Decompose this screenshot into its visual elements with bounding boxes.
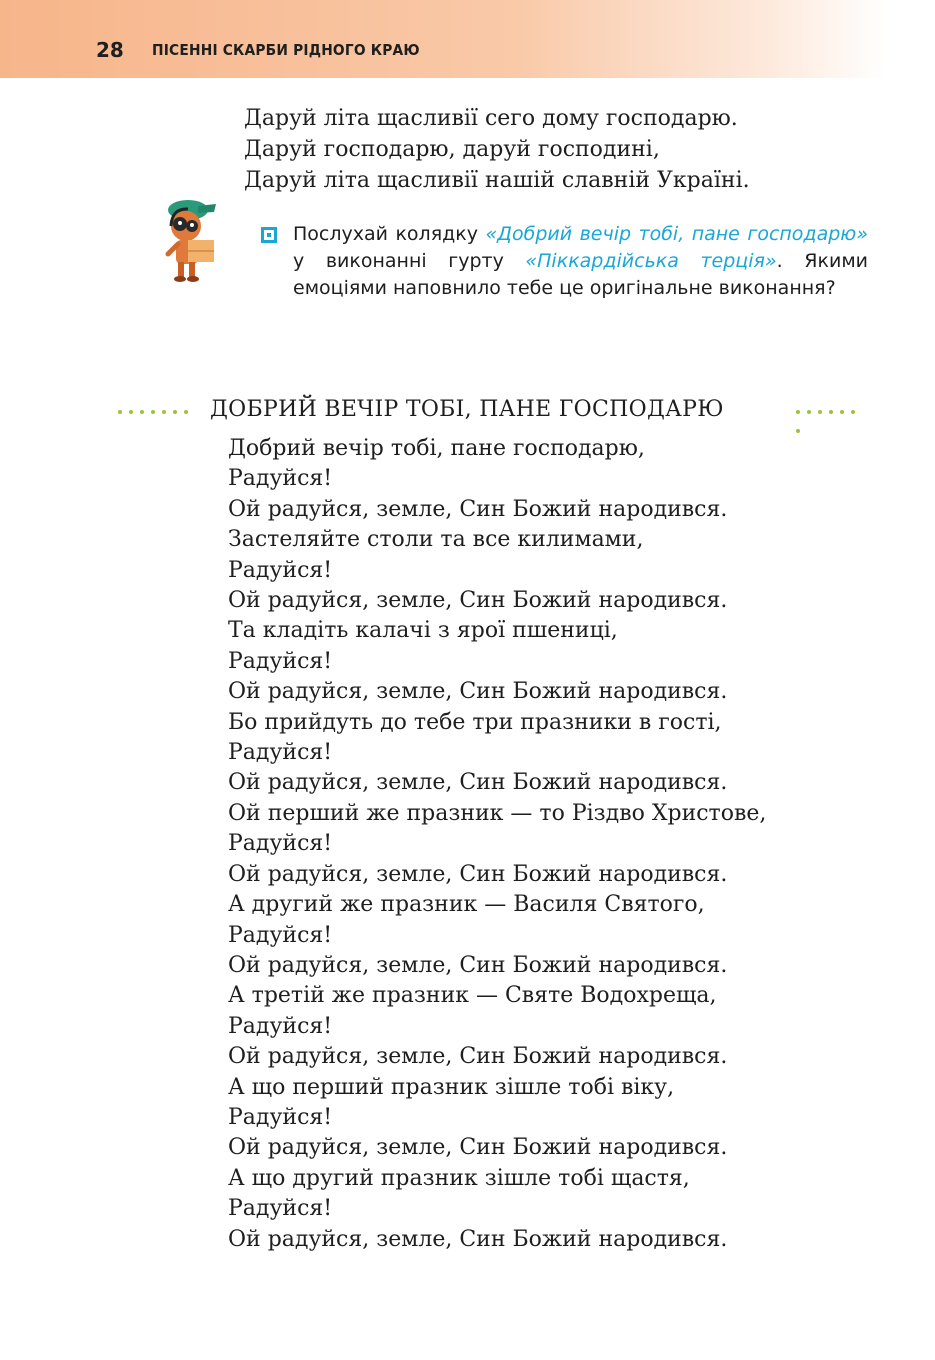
lyric-line: Радуйся! (228, 1104, 333, 1130)
lyric-line: Радуйся! (228, 648, 333, 674)
verse-line: Даруй господарю, даруй господині, (244, 137, 660, 162)
lyric-line: Радуйся! (228, 1196, 333, 1222)
lyric-line: Застеляйте столи та все килимами, (228, 527, 644, 553)
task-text-part: у виконанні гурту (293, 250, 526, 272)
lyric-line: А другий же празник — Василя Святого, (228, 892, 705, 918)
lyric-line: Добрий вечір тобі, пане господарю, (228, 436, 645, 461)
song-title: ДОБРИЙ ВЕЧІР ТОБІ, ПАНЕ ГОСПОДАРЮ (210, 397, 724, 422)
lyric-line: А третій же празник — Святе Водохреща, (228, 983, 717, 1009)
lyric-line: Ой радуйся, земле, Син Божий народився. (228, 1044, 728, 1070)
lyric-line: А що другий празник зішле тобі щастя, (228, 1165, 690, 1191)
lyric-line: Та кладіть калачі з ярої пшениці, (228, 618, 618, 644)
lyric-line: Ой радуйся, земле, Син Божий народився. (228, 1226, 728, 1252)
lyric-line: Радуйся! (228, 1013, 333, 1039)
verse-line: Даруй літа щасливії нашій славній Україні. (244, 168, 750, 193)
lyric-line: Ой радуйся, земле, Син Божий народився. (228, 952, 728, 978)
lyric-line: Ой радуйся, земле, Син Божий народився. (228, 588, 728, 614)
lyric-line: Ой радуйся, земле, Син Божий народився. (228, 496, 728, 522)
task-text-part: Послухай колядку (293, 223, 486, 245)
lyric-line: Радуйся! (228, 466, 333, 492)
band-reference-link[interactable]: «Піккардійська терція» (525, 250, 777, 272)
lyric-line: Ой радуйся, земле, Син Божий народився. (228, 861, 728, 887)
lyric-line: Радуйся! (228, 557, 333, 583)
task-bullet-icon (261, 227, 277, 243)
title-divider-right (796, 410, 870, 414)
lyric-line: Ой радуйся, земле, Син Божий народився. (228, 770, 728, 796)
verse-top (244, 103, 750, 196)
listening-task (293, 221, 868, 302)
page-number: 28 (96, 38, 124, 62)
song-lyrics (228, 434, 766, 1255)
title-divider-left (118, 410, 196, 414)
lyric-line: Радуйся! (228, 831, 333, 857)
song-reference-link[interactable]: «Добрий вечір тобі, пане господарю» (485, 223, 868, 245)
task-text-part: . Якими емоціями наповнило тебе це оригінальне виконання? (293, 250, 868, 299)
lyric-line: А що перший празник зішле тобі віку, (228, 1074, 675, 1100)
lyric-line: Радуйся! (228, 922, 333, 948)
lyric-line: Ой радуйся, земле, Син Божий народився. (228, 1135, 728, 1161)
lyric-line: Ой перший же празник — то Різдво Христове, (228, 800, 767, 826)
lyric-line: Ой радуйся, земле, Син Божий народився. (228, 679, 728, 705)
page-header (0, 0, 935, 78)
verse-line: Даруй літа щасливії сего дому господарю. (244, 106, 738, 131)
headphones-mascot-icon (158, 196, 230, 282)
lyric-line: Радуйся! (228, 740, 333, 766)
lyric-line: Бо прийдуть до тебе три празники в гості, (228, 709, 722, 735)
running-title: ПІСЕННІ СКАРБИ РІДНОГО КРАЮ (152, 41, 420, 59)
